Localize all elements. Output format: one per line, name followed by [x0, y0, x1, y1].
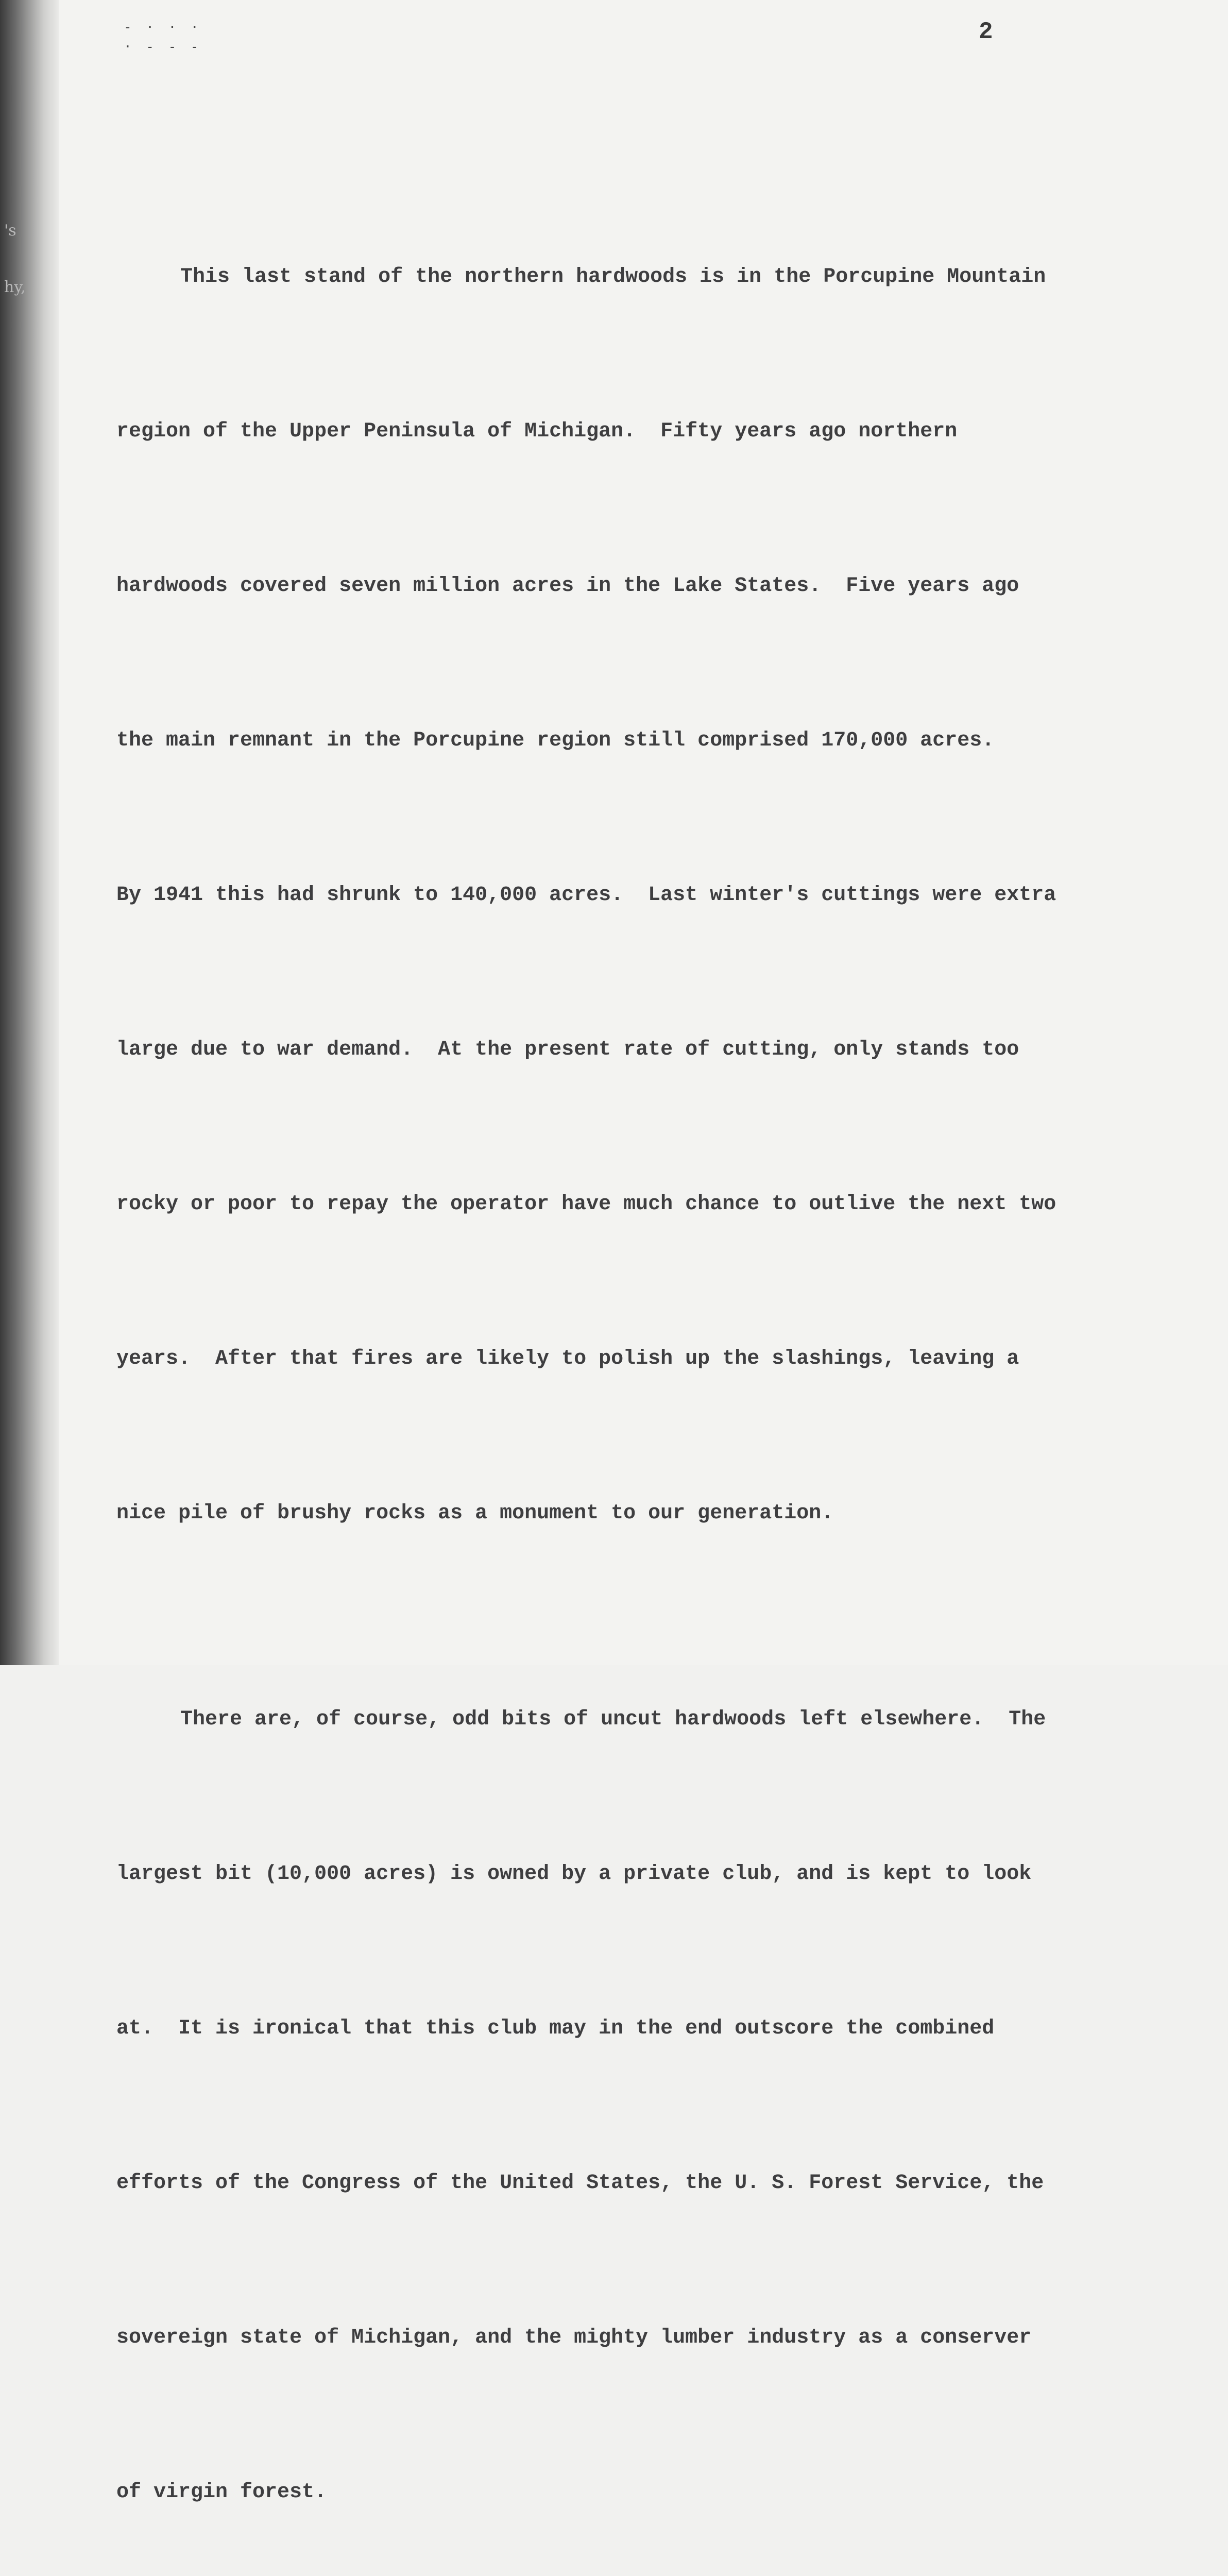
body-text — [116, 97, 1147, 2576]
text-line: of virgin forest. — [116, 2481, 327, 2504]
text-line: nice pile of brushy rocks as a monument to our generation. — [116, 1502, 834, 1525]
text-line: at. It is ironical that this club may in the end outscore the combined — [116, 2017, 995, 2040]
text-line: the main remnant in the Porcupine region still comprised 170,000 acres. — [116, 729, 995, 752]
text-line: large due to war demand. At the present rate of cutting, only stands too — [116, 1038, 1019, 1061]
text-line: sovereign state of Michigan, and the mighty lumber industry as a conserver — [116, 2326, 1032, 2349]
margin-bleed-text: 's — [4, 222, 16, 240]
text-line: region of the Upper Peninsula of Michigan. Fifty years ago northern — [116, 420, 958, 443]
text-line: rocky or poor to repay the operator have much chance to outlive the next two — [116, 1193, 1056, 1216]
header-mark: - · · · — [124, 20, 202, 35]
header-marks — [124, 18, 202, 57]
text-line: There are, of course, odd bits of uncut hardwoods left elsewhere. The — [180, 1708, 1046, 1731]
header-mark: · - - - — [124, 39, 202, 55]
text-line: This last stand of the northern hardwoods is in the Porcupine Mountain — [180, 265, 1046, 289]
text-line: largest bit (10,000 acres) is owned by a private club, and is kept to look — [116, 1862, 1032, 1886]
margin-bleed-text: hy, — [4, 278, 26, 296]
text-line: By 1941 this had shrunk to 140,000 acres. Last winter's cuttings were extra — [116, 884, 1056, 907]
book-binding-shadow — [0, 0, 59, 1665]
text-line: hardwoods covered seven million acres in the Lake States. Five years ago — [116, 574, 1019, 598]
page-number: 2 — [979, 19, 993, 45]
text-line: efforts of the Congress of the United States, the U. S. Forest Service, the — [116, 2172, 1044, 2195]
text-line: years. After that fires are likely to polish up the slashings, leaving a — [116, 1347, 1019, 1370]
